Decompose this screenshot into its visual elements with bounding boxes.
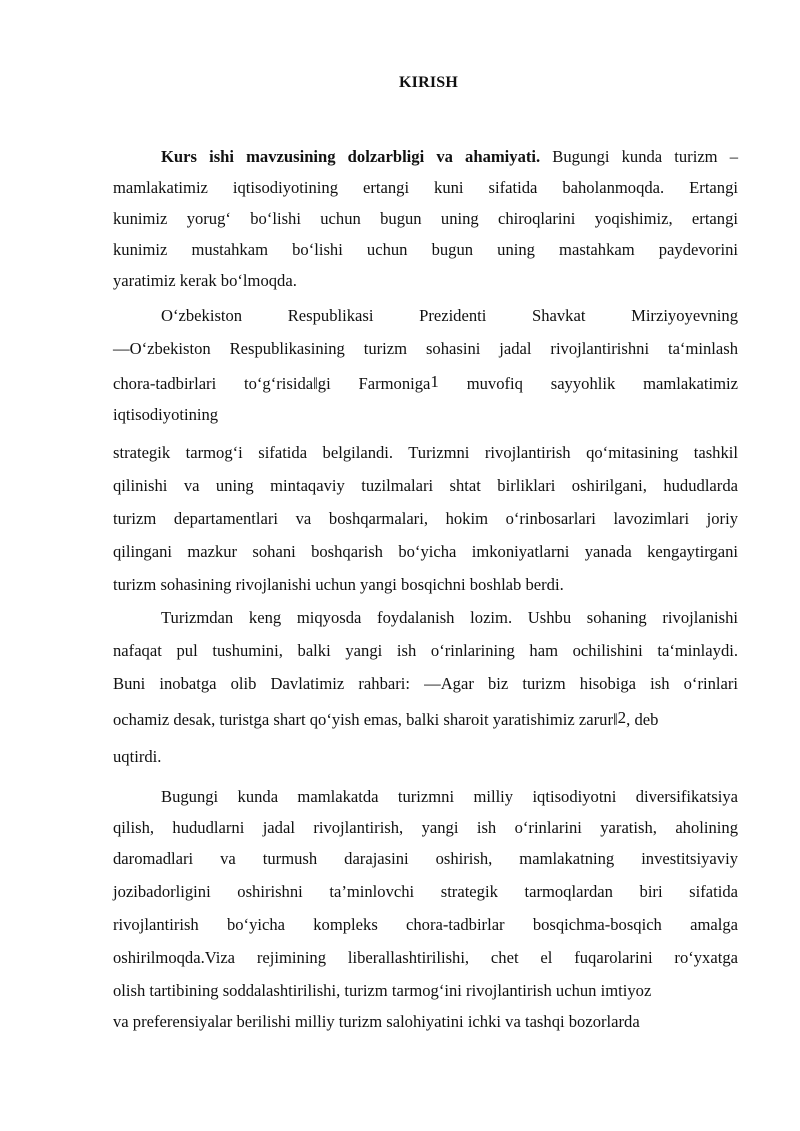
p3-line-4 <box>113 709 738 731</box>
p1-line-3: kunimiz yorug‘ bo‘lishi uchun bugun uning chiroqlarini yoqishimiz, ertangi <box>113 209 738 228</box>
p1-line-4: kunimiz mustahkam bo‘lishi uchun bugun uning mastahkam paydevorini <box>113 240 738 259</box>
p4-line-2: qilish, hududlarni jadal rivojlantirish, yangi ish o‘rinlarini yaratish, aholining <box>113 818 738 837</box>
p3-line-2: nafaqat pul tushumini, balki yangi ish o‘rinlarining ham ochilishini ta‘minlaydi. <box>113 641 738 660</box>
p1-line-1 <box>161 146 738 168</box>
p4-line-3: daromadlari va turmush darajasini oshirish, mamlakatning investitsiyaviy <box>113 849 738 868</box>
p1-line-1-text: Bugungi kunda turizm – <box>540 147 739 166</box>
p2-line-9: turizm sohasining rivojlanishi uchun yangi bosqichni boshlab berdi. <box>113 575 564 594</box>
p4-line-6: oshirilmoqda.Viza rejimining liberallashtirilishi, chet el fuqarolarini ro‘yxatga <box>113 948 738 967</box>
p2-line-5: strategik tarmog‘i sifatida belgilandi. Turizmni rivojlantirish qo‘mitasining tashkil <box>113 443 738 462</box>
p4-line-5: rivojlantirish bo‘yicha kompleks chora-tadbirlar bosqichma-bosqich amalga <box>113 915 738 934</box>
p3-line-5: uqtirdi. <box>113 747 162 766</box>
footnote-ref-2: 2 <box>617 708 627 727</box>
p2-line-3-text-a: chora-tadbirlari to‘g‘risida‖gi Farmoniga <box>113 374 431 393</box>
p4-line-1: Bugungi kunda mamlakatda turizmni milliy iqtisodiyotni diversifikatsiya <box>161 787 738 806</box>
p2-line-2: ―O‘zbekiston Respublikasining turizm sohasini jadal rivojlantirishni ta‘minlash <box>113 339 738 358</box>
p1-line-5: yaratimiz kerak bo‘lmoqda. <box>113 271 297 290</box>
p1-line-2: mamlakatimiz iqtisodiyotining ertangi kuni sifatida baholanmoqda. Ertangi <box>113 178 738 197</box>
p4-line-7: olish tartibining soddalashtirilishi, turizm tarmog‘ini rivojlantirish uchun imtiyoz <box>113 981 652 1000</box>
footnote-ref-1: 1 <box>430 372 439 391</box>
p3-line-1: Turizmdan keng miqyosda foydalanish lozim. Ushbu sohaning rivojlanishi <box>161 608 738 627</box>
p2-line-1: O‘zbekiston Respublikasi Prezidenti Shavkat Mirziyoyevning <box>161 306 738 325</box>
p2-line-8: qilingani mazkur sohani boshqarish bo‘yicha imkoniyatlarni yanada kengaytirgani <box>113 542 738 561</box>
p3-line-4-text-a: ochamiz desak, turistga shart qo‘yish emas, balki sharoit yaratishimiz zarur‖ <box>113 710 618 729</box>
p2-line-6: qilinishi va uning mintaqaviy tuzilmalari shtat birliklari oshirilgani, hududlarda <box>113 476 738 495</box>
p2-line-3-text-b: muvofiq sayyohlik mamlakatimiz <box>466 374 738 393</box>
p2-line-4: iqtisodiyotining <box>113 405 219 424</box>
p2-line-3 <box>113 373 738 395</box>
p2-line-7: turizm departamentlari va boshqarmalari, hokim o‘rinbosarlari lavozimlari joriy <box>113 509 738 528</box>
p4-line-4: jozibadorligini oshirishni ta’minlovchi strategik tarmoqlardan biri sifatida <box>113 882 738 901</box>
p3-line-4-text-b: , deb <box>626 710 659 729</box>
section-heading: KIRISH <box>399 74 458 91</box>
p1-lead-title: Kurs ishi mavzusining dolzarbligi va ahamiyati. <box>161 147 541 166</box>
p4-line-8: va preferensiyalar berilishi milliy turizm salohiyatini ichki va tashqi bozorlarda <box>113 1012 640 1031</box>
p3-line-3: Buni inobatga olib Davlatimiz rahbari: ―Agar biz turizm hisobiga ish o‘rinlari <box>113 674 738 693</box>
